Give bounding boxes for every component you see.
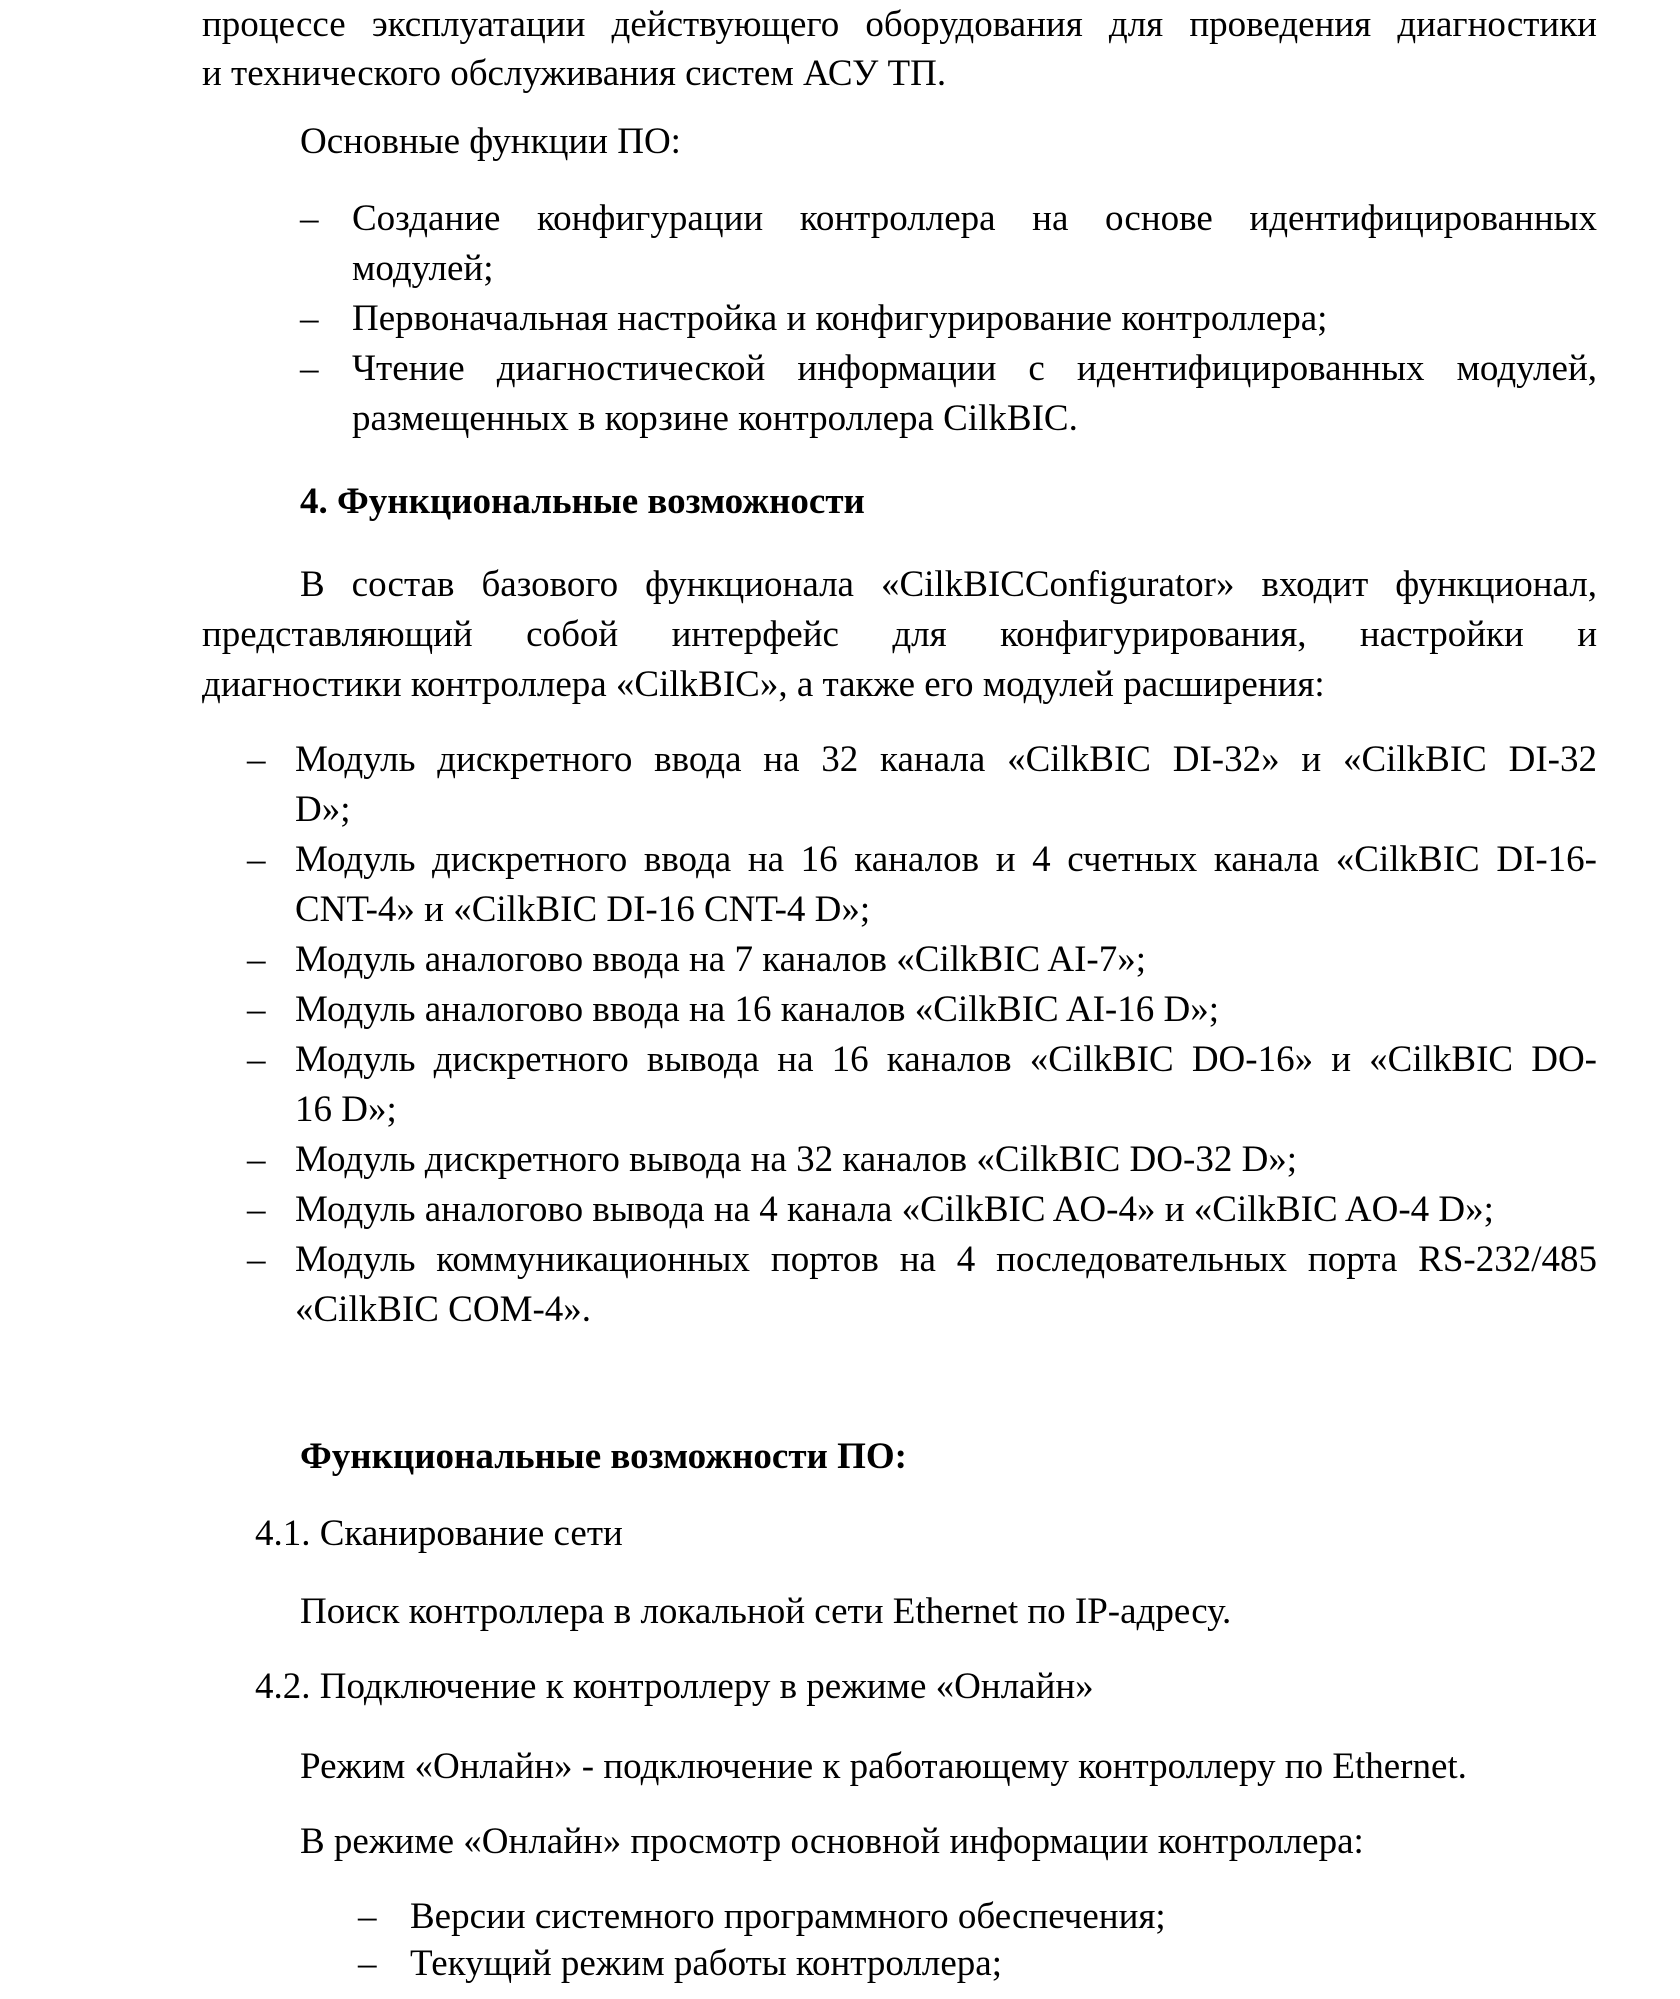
intro-paragraph-line: процессе эксплуатации действующего оборудования для проведения диагностики	[202, 4, 1597, 45]
dash-bullet-icon: –	[358, 1943, 377, 1984]
dash-bullet-icon: –	[247, 839, 266, 880]
section-4-2-body-line: Режим «Онлайн» - подключение к работающему контроллеру по Ethernet.	[300, 1746, 1467, 1787]
online-info-list-item	[202, 1892, 1597, 1942]
features-heading: Функциональные возможности ПО:	[300, 1436, 907, 1477]
module-list-item-text: Модуль коммуникационных портов на 4 последовательных порта RS-232/485	[295, 1239, 1597, 1280]
list-item-line: модулей;	[352, 248, 494, 289]
module-list-item-line	[202, 935, 1597, 985]
module-list-item-line: 16 D»;	[295, 1089, 397, 1130]
module-list-item-line	[202, 835, 1597, 885]
list-item-line	[202, 294, 1597, 344]
module-list-item-text: Модуль аналогово ввода на 16 каналов «CilkBIC AI-16 D»;	[295, 989, 1220, 1030]
module-list-item-line	[202, 1035, 1597, 1085]
list-item-line: размещенных в корзине контроллера CilkBIC.	[352, 398, 1078, 439]
dash-bullet-icon: –	[300, 348, 319, 389]
dash-bullet-icon: –	[247, 939, 266, 980]
list-item-text: Создание конфигурации контроллера на основе идентифицированных	[352, 198, 1597, 239]
module-list-item-text: Модуль дискретного вывода на 16 каналов «CilkBIC DO-16» и «CilkBIC DO-	[295, 1039, 1597, 1080]
section-4-2-title: 4.2. Подключение к контроллеру в режиме «Онлайн»	[255, 1666, 1094, 1707]
section-4-1-body: Поиск контроллера в локальной сети Ethernet по IP-адресу.	[300, 1591, 1232, 1632]
functions-intro-heading: Основные функции ПО:	[300, 121, 681, 162]
module-list-item-line	[202, 1185, 1597, 1235]
module-list-item-line: «CilkBIC COM-4».	[295, 1289, 592, 1330]
dash-bullet-icon: –	[247, 1239, 266, 1280]
module-list-item-text: Модуль дискретного ввода на 16 каналов и 4 счетных канала «CilkBIC DI-16-	[295, 839, 1597, 880]
dash-bullet-icon: –	[247, 739, 266, 780]
intro-paragraph-line: и технического обслуживания систем АСУ ТП.	[202, 53, 947, 94]
section-4-paragraph-line: представляющий собой интерфейс для конфигурирования, настройки и	[202, 614, 1597, 655]
module-list-item-text: Модуль дискретного вывода на 32 каналов «CilkBIC DO-32 D»;	[295, 1139, 1298, 1180]
section-4-1-title: 4.1. Сканирование сети	[255, 1513, 623, 1554]
dash-bullet-icon: –	[300, 298, 319, 339]
section-4-heading: 4. Функциональные возможности	[300, 481, 865, 522]
dash-bullet-icon: –	[300, 198, 319, 239]
module-list-item-text: Модуль аналогово ввода на 7 каналов «CilkBIC AI-7»;	[295, 939, 1147, 980]
list-item-line	[202, 344, 1597, 394]
section-4-paragraph-line: В состав базового функционала «CilkBICConfigurator» входит функционал,	[300, 564, 1597, 605]
dash-bullet-icon: –	[247, 1189, 266, 1230]
module-list-item-line	[202, 735, 1597, 785]
list-item-line	[202, 194, 1597, 244]
module-list-item-line	[202, 1135, 1597, 1185]
online-info-list-item-text: Версии системного программного обеспечения;	[410, 1896, 1166, 1937]
dash-bullet-icon: –	[358, 1896, 377, 1937]
section-4-2-body-line: В режиме «Онлайн» просмотр основной информации контроллера:	[300, 1821, 1364, 1862]
list-item-text: Чтение диагностической информации с идентифицированных модулей,	[352, 348, 1597, 389]
module-list-item-line	[202, 1235, 1597, 1285]
module-list-item-text: Модуль дискретного ввода на 32 канала «CilkBIC DI-32» и «CilkBIC DI-32	[295, 739, 1597, 780]
dash-bullet-icon: –	[247, 1039, 266, 1080]
list-item-text: Первоначальная настройка и конфигурирование контроллера;	[352, 298, 1328, 339]
module-list-item-text: Модуль аналогово вывода на 4 канала «CilkBIC AO-4» и «CilkBIC AO-4 D»;	[295, 1189, 1494, 1230]
online-info-list-item-text: Текущий режим работы контроллера;	[410, 1943, 1002, 1984]
module-list-item-line: D»;	[295, 789, 351, 830]
dash-bullet-icon: –	[247, 1139, 266, 1180]
online-info-list-item	[202, 1939, 1597, 1989]
section-4-paragraph-line: диагностики контроллера «CilkBIC», а также его модулей расширения:	[202, 664, 1325, 705]
dash-bullet-icon: –	[247, 989, 266, 1030]
module-list-item-line: CNT-4» и «CilkBIC DI-16 CNT-4 D»;	[295, 889, 871, 930]
module-list-item-line	[202, 985, 1597, 1035]
